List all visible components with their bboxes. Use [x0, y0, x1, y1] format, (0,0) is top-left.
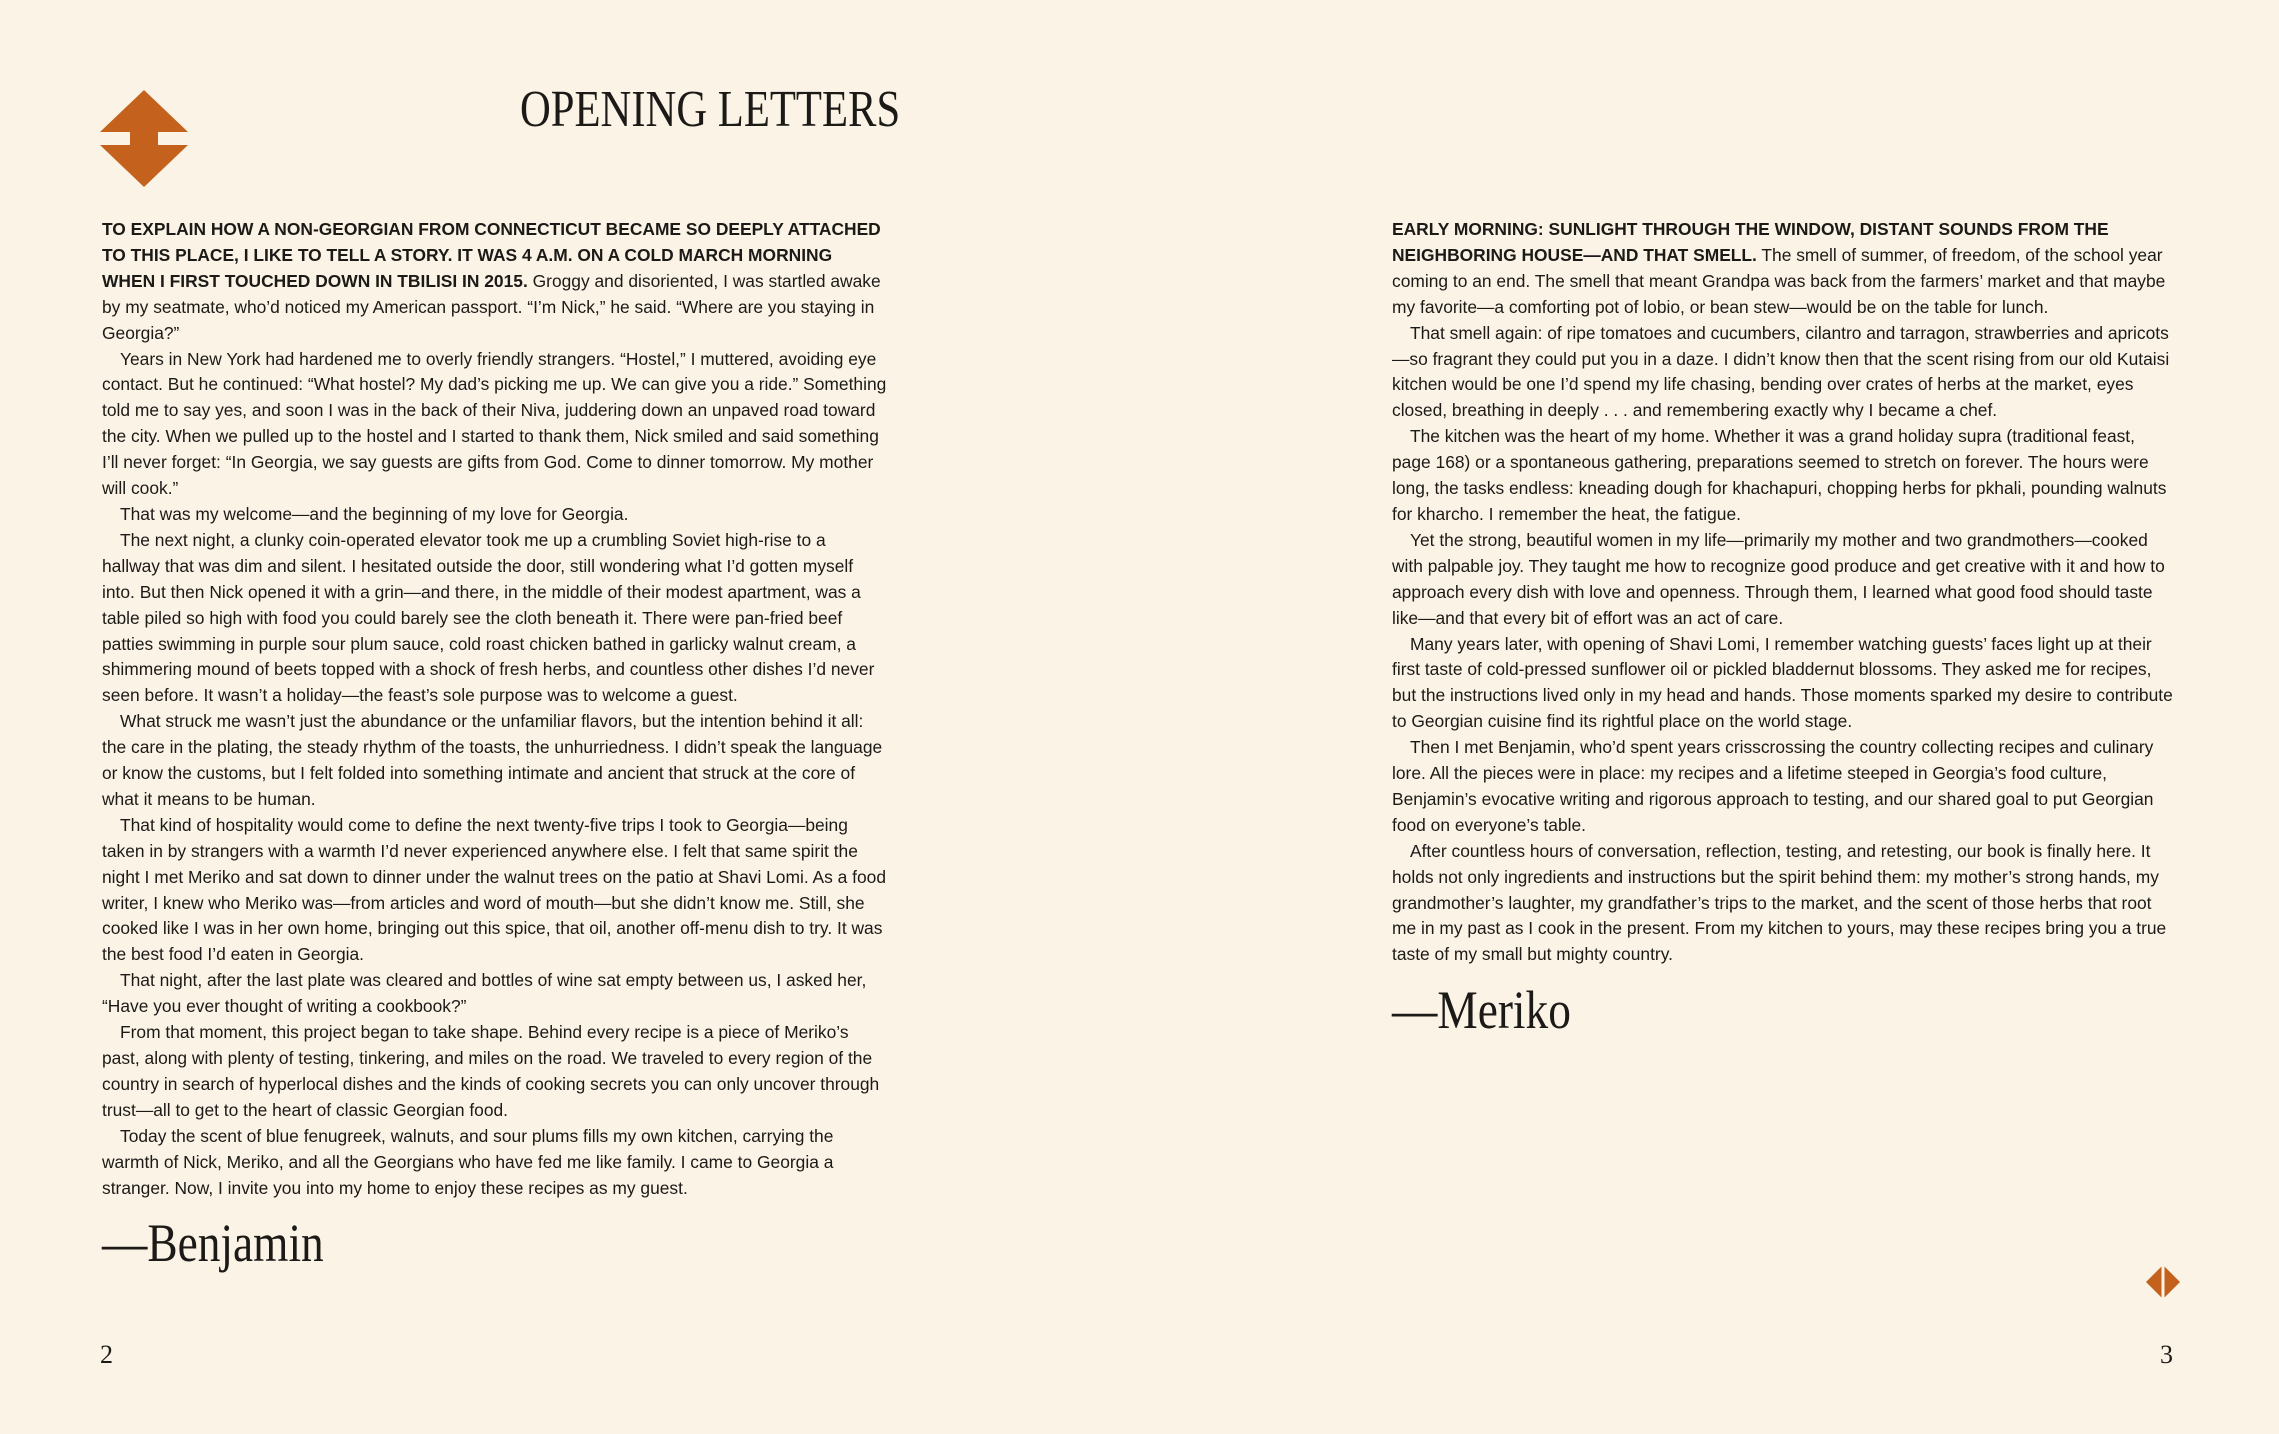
signature-meriko: —Meriko	[1392, 980, 1571, 1041]
paragraph: Then I met Benjamin, who’d spent years crisscrossing the country collecting recipes and culinary lore. All the pieces were in place: my recipes and a lifetime steeped in Georgia’s food culture, Benjamin’s evocative writing and rigorous approach to testing, and our shared goal to put Georgian food on everyone’s table.	[1392, 737, 2154, 835]
paragraph: That night, after the last plate was cleared and bottles of wine sat empty between us, I asked her, “Have you ever thought of writing a cookbook?”	[102, 970, 867, 1017]
paragraph: After countless hours of conversation, reflection, testing, and retesting, our book is finally here. It holds not only ingredients and instructions but the spirit behind them: my mother’s strong hands, my grandmother’s laughter, my grandfather’s trips to the market, and the scent of those herbs that root me in my past as I cook in the present. From my kitchen to yours, may these recipes bring you a true taste of my small but mighty country.	[1392, 840, 2167, 965]
small-diamond-icon	[2146, 1265, 2180, 1299]
paragraph: EARLY MORNING: SUNLIGHT THROUGH THE WINDOW, DISTANT SOUNDS FROM THE NEIGHBORING HOUSE—AND THAT SMELL. The smell of summer, of freedom, of the school year coming to an end. The smell that meant Grandpa was back from the farmers’ market and that maybe my favorite—a comforting pot of lobio, or bean stew—would be on the table for lunch.	[1392, 219, 2166, 317]
paragraph: That was my welcome—and the beginning of my love for Georgia.	[120, 503, 629, 524]
page-number: 2	[100, 1340, 113, 1369]
paragraph: The kitchen was the heart of my home. Whether it was a grand holiday supra (traditional feast, page 168) or a spontaneous gathering, preparations seemed to stretch on forever. The hours were long, the tasks endless: kneading dough for khachapuri, chopping herbs for pkhali, pounding walnuts for kharcho. I remember the heat, the fatigue.	[1392, 426, 2167, 524]
paragraph: Years in New York had hardened me to overly friendly strangers. “Hostel,” I muttered, avoiding eye contact. But he continued: “What hostel? My dad’s picking me up. We can give you a ride.” Something told me to say yes, and soon I was in the back of their Niva, juddering down an unpaved road toward the city. When we pulled up to the hostel and I started to thank them, Nick smiled and said something I’ll never forget: “In Georgia, we say guests are gifts from God. Come to dinner tomorrow. My mother will cook.”	[102, 348, 887, 499]
paragraph: TO EXPLAIN HOW A NON-GEORGIAN FROM CONNECTICUT BECAME SO DEEPLY ATTACHED TO THIS PLACE, I LIKE TO TELL A STORY. IT WAS 4 A.M. ON A COLD MARCH MORNING WHEN I FIRST TOUCHED DOWN IN TBILISI IN 2015. Groggy and disoriented, I was startled awake by my seatmate, who’d noticed my American passport. “I’m Nick,” he said. “Where are you staying in Georgia?”	[102, 219, 881, 343]
page-title: OPENING LETTERS	[520, 81, 901, 138]
lead-in-text: EARLY MORNING: SUNLIGHT THROUGH THE WINDOW, DISTANT SOUNDS FROM THE NEIGHBORING HOUSE—AND THAT SMELL.	[1392, 219, 2109, 265]
paragraph: Many years later, with opening of Shavi Lomi, I remember watching guests’ faces light up at their first taste of cold-pressed sunflower oil or pickled bladdernut blossoms. They asked me for recipes, but the instructions lived only in my head and hands. Those moments sparked my desire to contribute to Georgian cuisine find its rightful place on the world stage.	[1392, 633, 2173, 732]
paragraph: The next night, a clunky coin-operated elevator took me up a crumbling Soviet high-rise to a hallway that was dim and silent. I hesitated outside the door, still wondering what I’d gotten myself into. But then Nick opened it with a grin—and there, in the middle of their modest apartment, was a table piled so high with food you could barely see the cloth beneath it. There were pan-fried beef patties swimming in purple sour plum sauce, cold roast chicken bathed in garlicky walnut cream, a shimmering mound of beets topped with a shock of fresh herbs, and countless other dishes I’d never seen before. It wasn’t a holiday—the feast’s sole purpose was to welcome a guest.	[102, 529, 875, 706]
paragraph: From that moment, this project began to take shape. Behind every recipe is a piece of Meriko’s past, along with plenty of testing, tinkering, and miles on the road. We traveled to every region of the country in search of hyperlocal dishes and the kinds of cooking secrets you can only uncover through trust—all to get to the heart of classic Georgian food.	[102, 1022, 880, 1120]
paragraph: That smell again: of ripe tomatoes and cucumbers, cilantro and tarragon, strawberries and apricots—so fragrant they could put you in a daze. I didn’t know then that the scent rising from our old Kutaisi kitchen would be one I’d spend my life chasing, bending over crates of herbs at the market, eyes closed, breathing in deeply . . . and remembering exactly why I became a chef.	[1392, 322, 2170, 421]
paragraph: What struck me wasn’t just the abundance or the unfamiliar flavors, but the intention behind it all: the care in the plating, the steady rhythm of the toasts, the unhurriedness. I didn’t speak the language or know the customs, but I felt folded into something intimate and ancient that struck at the core of what it means to be human.	[102, 711, 883, 809]
paragraph: Today the scent of blue fenugreek, walnuts, and sour plums fills my own kitchen, carrying the warmth of Nick, Meriko, and all the Georgians who have fed me like family. I came to Georgia a stranger. Now, I invite you into my home to enjoy these recipes as my guest.	[102, 1125, 834, 1198]
lead-in-text: TO EXPLAIN HOW A NON-GEORGIAN FROM CONNECTICUT BECAME SO DEEPLY ATTACHED TO THIS PLACE, I LIKE TO TELL A STORY. IT WAS 4 A.M. ON A COLD MARCH MORNING WHEN I FIRST TOUCHED DOWN IN TBILISI IN 2015.	[102, 219, 881, 291]
diamond-emblem-icon	[100, 90, 188, 187]
page-number: 3	[2160, 1340, 2173, 1369]
paragraph: That kind of hospitality would come to define the next twenty-five trips I took to Georgia—being taken in by strangers with a warmth I’d never experienced anywhere else. I felt that same spirit the night I met Meriko and sat down to dinner under the walnut trees on the patio at Shavi Lomi. As a food writer, I knew who Meriko was—from articles and word of mouth—but she didn’t know me. Still, she cooked like I was in her own home, bringing out this spice, that oil, another off-menu dish to try. It was the best food I’d eaten in Georgia.	[102, 814, 887, 965]
left-column-text	[102, 217, 888, 1273]
right-column-text	[1392, 217, 2178, 1040]
signature-benjamin: —Benjamin	[102, 1213, 324, 1274]
paragraph: Yet the strong, beautiful women in my life—primarily my mother and two grandmothers—cooked with palpable joy. They taught me how to recognize good produce and get creative with it and how to approach every dish with love and openness. Through them, I learned what good food should taste like—and that every bit of effort was an act of care.	[1392, 529, 2165, 628]
